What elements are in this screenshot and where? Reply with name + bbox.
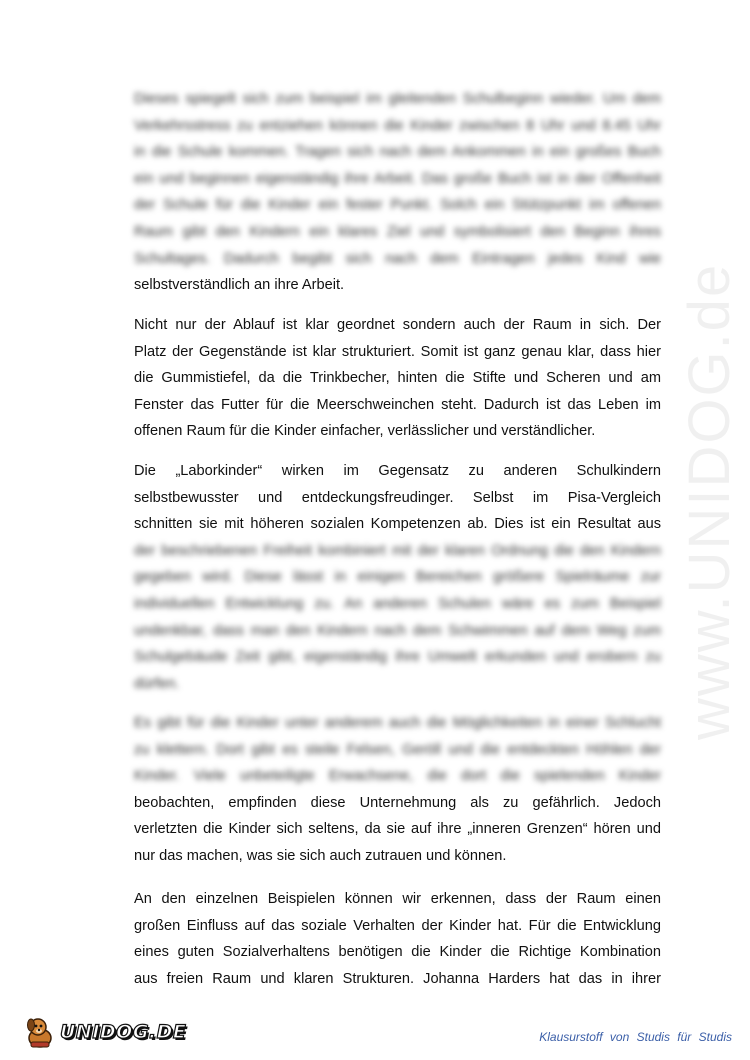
dog-icon: [22, 1014, 58, 1050]
text-line: Nicht nur der Ablauf ist klar geordnet sondern auch der Raum in sich. Der: [134, 317, 661, 333]
blurred-text-line: Schulgebäude Zeit gibt, eigenständig ihre Umwelt erkunden und erobern zu: [134, 649, 661, 666]
paragraph: [134, 312, 661, 445]
paragraph: [134, 86, 661, 299]
blurred-text-line: Es gibt für die Kinder unter anderem auch die Möglichkeiten in einer Schlucht: [134, 715, 661, 731]
blurred-text-line: der Schule für die Kinder ein fester Punkt. Solch ein Stützpunkt im offenen: [134, 197, 661, 214]
text-line: Platz der Gegenstände ist klar strukturiert. Somit ist ganz genau klar, dass hier: [134, 343, 661, 360]
text-line: Die „Laborkinder“ wirken im Gegensatz zu anderen Schulkindern: [134, 463, 661, 479]
blurred-text-line: zu klettern. Dort gibt es steile Felsen, Geröll und die entdeckten Höhlen der: [134, 741, 661, 758]
text-line: selbstverständlich an ihre Arbeit.: [134, 277, 345, 294]
text-line: verletzten die Kinder sich seltens, da sie auf ihre „inneren Grenzen“ hören und: [134, 821, 661, 838]
text-line: eines guten Sozialverhaltens benötigen die Kinder die Richtige Kombination: [134, 944, 661, 961]
blurred-text-line: Kinder. Viele unbeteiligte Erwachsene, die dort die spielenden Kinder: [134, 768, 661, 785]
blurred-text-line: ein und beginnen eigenständig ihre Arbeit. Das große Buch ist in der Offenheit: [134, 170, 661, 187]
paragraph: [134, 886, 661, 992]
blurred-text-line: Verkehrsstress zu entziehen können die Kinder zwischen 8 Uhr und 8.45 Uhr: [134, 117, 661, 134]
footer-slogan: Klausurstoff von Studis für Studis: [539, 1030, 732, 1044]
blurred-text-line: in die Schule kommen. Tragen sich nach dem Ankommen in ein großes Buch: [134, 144, 661, 161]
logo-text: UNIDOG.DE: [60, 1021, 187, 1043]
text-line: nur das machen, was sie sich auch zutrauen und können.: [134, 847, 507, 864]
text-line: An den einzelnen Beispielen können wir erkennen, dass der Raum einen: [134, 891, 661, 907]
blurred-text-line: der beschriebenen Freiheit kombiniert mit der klaren Ordnung die den Kindern: [134, 542, 661, 559]
paragraph: [134, 458, 661, 697]
blurred-text-line: gegeben wird. Diese lässt in einigen Bereichen größere Spielräume zur: [134, 569, 661, 586]
watermark: www.UNIDOG.de: [677, 262, 742, 740]
blurred-text-line: Schultages. Dadurch begibt sich nach dem Eintragen jedes Kind wie: [134, 250, 661, 267]
text-line: schnitten sie mit höheren sozialen Kompetenzen ab. Dies ist ein Resultat aus: [134, 516, 661, 533]
blurred-text-line: dürfen.: [134, 675, 180, 692]
paragraph: [134, 710, 661, 870]
blurred-text-line: individuellen Entwicklung zu. An anderen Schulen wäre es zum Beispiel: [134, 595, 661, 612]
blurred-text-line: Dieses spiegelt sich zum beispiel im gleitenden Schulbeginn wieder. Um dem: [134, 91, 661, 107]
text-line: großen Einfluss auf das soziale Verhalten der Kinder hat. Für die Entwicklung: [134, 917, 661, 934]
text-line: Fenster das Futter für die Meerschweinchen steht. Dadurch ist das Leben im: [134, 396, 661, 413]
text-line: die Gummistiefel, da die Trinkbecher, hinten die Stifte und Scheren und am: [134, 370, 661, 387]
blurred-text-line: undenkbar, dass man den Kindern nach dem Schwimmen auf dem Weg zum: [134, 622, 661, 639]
text-line: aus freien Raum und klaren Strukturen. Johanna Harders hat das in ihrer: [134, 970, 661, 987]
text-line: selbstbewusster und entdeckungsfreudinger. Selbst im Pisa-Vergleich: [134, 489, 661, 506]
text-line: beobachten, empfinden diese Unternehmung als zu gefährlich. Jedoch: [134, 794, 661, 811]
unidog-logo[interactable]: [22, 1014, 186, 1050]
text-line: offenen Raum für die Kinder einfacher, verlässlicher und verständlicher.: [134, 423, 596, 440]
blurred-text-line: Raum gibt den Kindern ein klares Ziel und symbolisiert den Beginn ihres: [134, 223, 661, 240]
